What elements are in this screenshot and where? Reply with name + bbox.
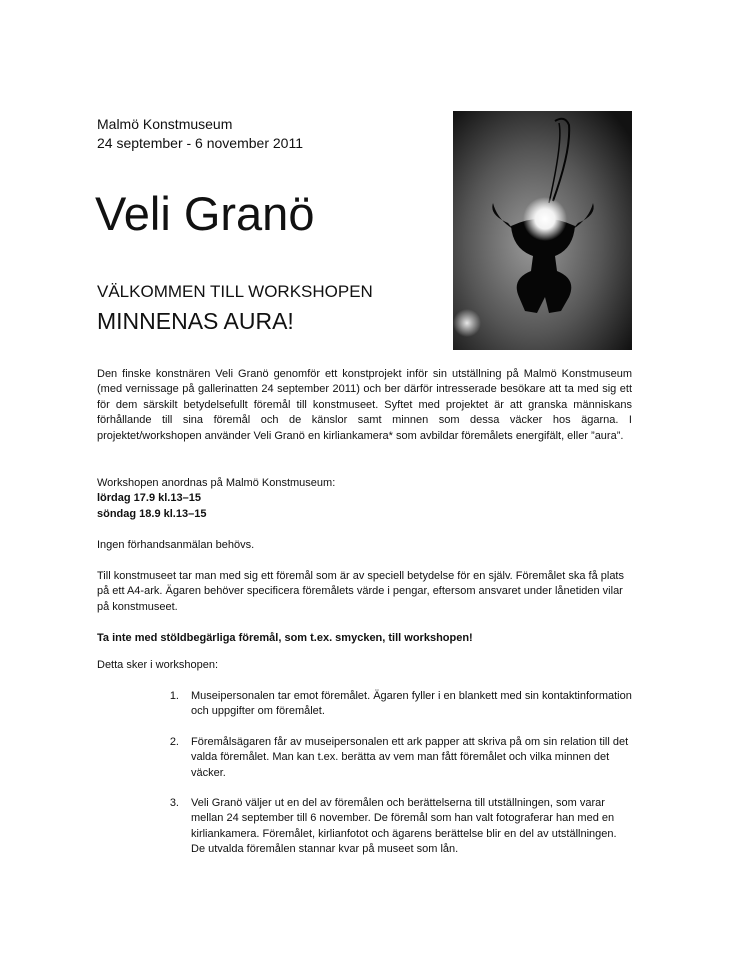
exhibition-dates: 24 september - 6 november 2011 <box>97 135 303 151</box>
kirlian-photo <box>453 111 632 350</box>
steps-lead: Detta sker i workshopen: <box>97 659 219 671</box>
warning-note: Ta inte med stöldbegärliga föremål, som t.ex. smycken, till workshopen! <box>97 632 473 644</box>
object-info-paragraph: Till konstmuseet tar man med sig ett föremål som är av speciell betydelse för en själv. Föremålet ska få plats på ett A4-ark. Ägaren behöver specificera föremålets värde i pengar, eftersom ansvaret under lånetiden vilar på konstmuseet. <box>97 570 624 613</box>
schedule-block <box>97 476 632 522</box>
schedule-lead: Workshopen anordnas på Malmö Konstmuseum: <box>97 477 336 489</box>
step-number: 2. <box>169 735 179 748</box>
step-text: Veli Granö väljer ut en del av föremålen och berättelserna till utställningen, som varar mellan 24 september till 6 november. De föremål som han valt fotograferar han med en kirliankamera. Föremålet, kirlianfotot och ägarens berättelse blir en del av utställningen. De utvalda föremålen stannar kvar på museet som lån. <box>191 797 617 856</box>
venue-name: Malmö Konstmuseum <box>97 116 233 132</box>
list-item <box>137 689 632 720</box>
step-text: Föremålsägaren får av museipersonalen ett ark papper att skriva på om sin relation till det valda föremålet. Man kan t.ex. berätta av vem man fått föremålet och vilka minnen det väcker. <box>191 735 629 779</box>
artist-name: Veli Granö <box>95 187 315 240</box>
venue-block <box>97 115 303 153</box>
steps-list <box>137 689 632 873</box>
list-item <box>137 735 632 781</box>
schedule-day-2: söndag 18.9 kl.13–15 <box>97 507 207 520</box>
step-text: Museipersonalen tar emot föremålet. Ägaren fyller i en blankett med sin kontaktinformation och uppgifter om föremålet. <box>191 690 632 718</box>
step-number: 3. <box>169 797 179 810</box>
schedule-day-1: lördag 17.9 kl.13–15 <box>97 492 201 505</box>
welcome-heading: VÄLKOMMEN TILL WORKSHOPEN <box>97 282 373 301</box>
event-title: MINNENAS AURA! <box>97 308 294 334</box>
intro-paragraph: Den finske konstnären Veli Granö genomför ett konstprojekt inför sin utställning på Malmö Konstmuseum (med vernissage på gallerinatten 24 september 2011) och ber därför intresserade besökare att ta med sig ett för dem särskilt betydelsefullt föremål till konstmuseet. Syftet med projektet är att granska människans förhållande till sina föremål och de känslor samt minnen som dessa väcker hos ägarna. I projektet/workshopen använder Veli Granö en kirliankamera* som avbildar föremålets energifält, eller ”aura”. <box>97 368 632 442</box>
no-registration-note: Ingen förhandsanmälan behövs. <box>97 539 255 551</box>
list-item <box>137 796 632 858</box>
step-number: 1. <box>169 690 179 702</box>
